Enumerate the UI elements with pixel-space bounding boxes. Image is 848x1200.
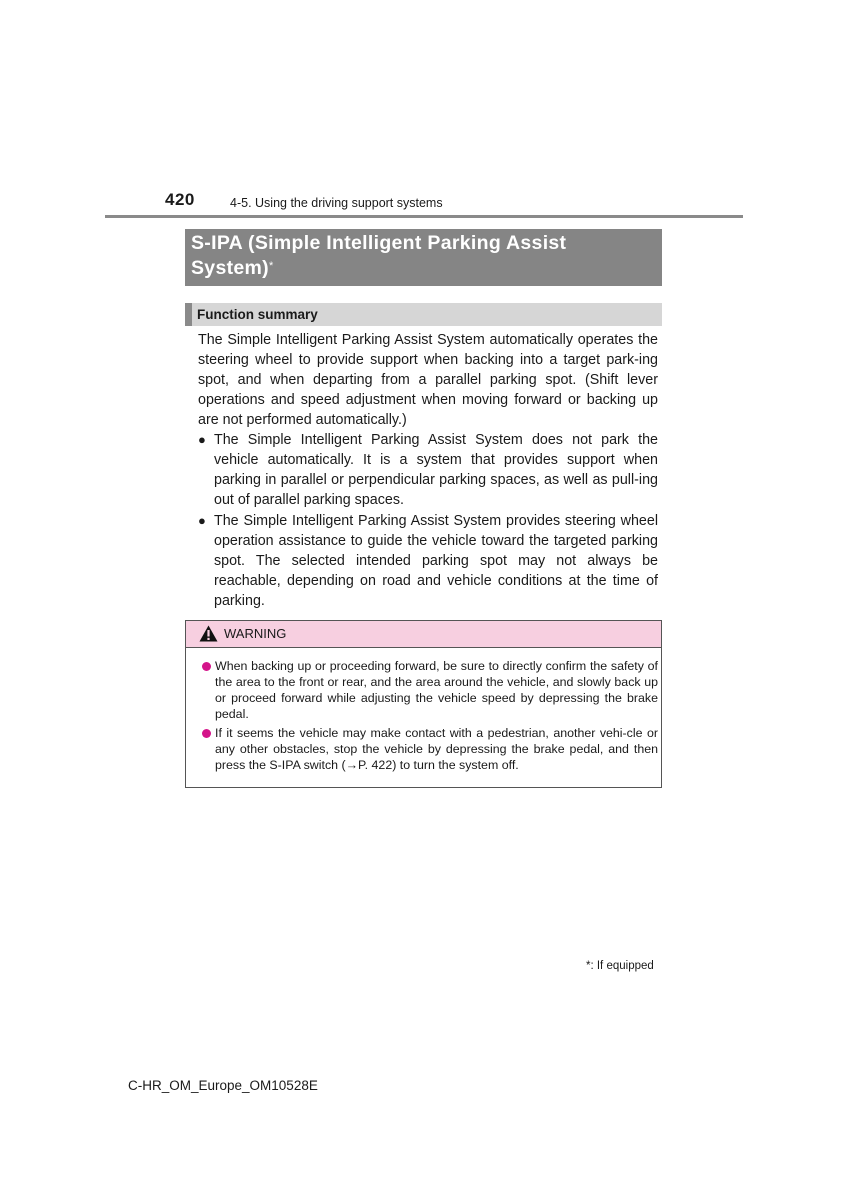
warning-box xyxy=(185,620,662,788)
bullet-dot-icon: ● xyxy=(198,432,206,447)
warning-body xyxy=(202,658,658,776)
bullet-text: The Simple Intelligent Parking Assist System provides steering wheel operation assistance to guide the vehicle toward the targeted parking spot. The selected intended parking spot may not always be reachable, depending on road and vehicle conditions at the time of parking. xyxy=(214,513,658,609)
warning-item-text: If it seems the vehicle may make contact with a pedestrian, another vehi-cle or any other obstacles, stop the vehicle by depressing the brake pedal, and then press the S-IPA switch (→P. 422) to turn the system off. xyxy=(215,726,658,772)
warning-label: WARNING xyxy=(224,626,287,641)
warning-bullet-icon xyxy=(202,662,211,671)
page-number: 420 xyxy=(165,190,195,209)
warning-bullet-icon xyxy=(202,729,211,738)
header-rule xyxy=(105,215,743,218)
warning-header xyxy=(186,621,661,648)
section-path: 4-5. Using the driving support systems xyxy=(230,196,443,210)
warning-item xyxy=(202,725,658,773)
bullet-item xyxy=(198,511,658,611)
bullet-text: The Simple Intelligent Parking Assist System does not park the vehicle automatically. It is a system that provides support when parking in parallel or perpendicular parking spaces, as well as pull-ing out of parallel parking spaces. xyxy=(214,432,658,508)
title-line-2: System) xyxy=(191,257,269,279)
title-line-1: S-IPA (Simple Intelligent Parking Assist xyxy=(191,232,567,254)
subheading-bar xyxy=(185,303,662,326)
title-star: * xyxy=(268,260,274,272)
footer-code: C-HR_OM_Europe_OM10528E xyxy=(128,1078,318,1093)
warning-triangle-icon xyxy=(199,625,218,647)
title-bar xyxy=(185,229,662,286)
warning-item-text: When backing up or proceeding forward, be sure to directly confirm the safety of the area to the front or rear, and the area around the vehicle, and slowly back up or proceed forward while adjusting the vehicle speed by depressing the brake pedal. xyxy=(215,659,658,721)
bullet-dot-icon: ● xyxy=(198,513,206,528)
bullet-item xyxy=(198,430,658,510)
warning-item xyxy=(202,658,658,722)
body-text xyxy=(198,330,658,611)
intro-paragraph: The Simple Intelligent Parking Assist System automatically operates the steering wheel to provide support when backing into a target park-ing spot, and when departing from a parallel parking spot. (Shift lever operations and speed adjustment when moving forward or backing up are not performed automatically.) xyxy=(198,332,658,428)
page-title xyxy=(191,231,656,281)
subheading: Function summary xyxy=(197,307,318,322)
footnote: *: If equipped xyxy=(586,960,654,972)
